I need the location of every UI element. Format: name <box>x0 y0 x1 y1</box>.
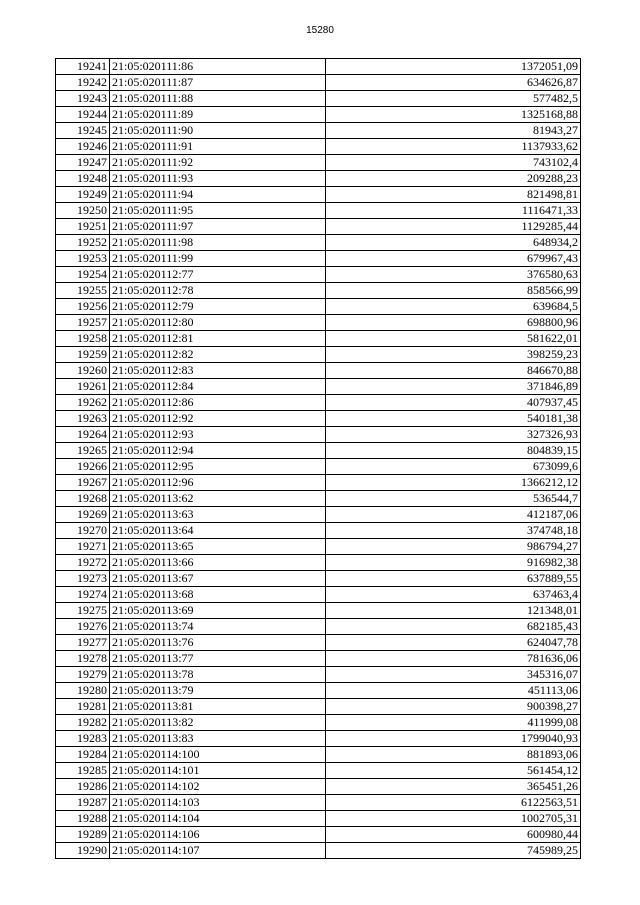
table-row <box>56 459 581 475</box>
row-number-cell: 19280 <box>56 683 110 699</box>
cadastral-number-cell: 21:05:020112:81 <box>110 331 326 347</box>
row-number-cell: 19286 <box>56 779 110 795</box>
table-row <box>56 571 581 587</box>
table-row <box>56 299 581 315</box>
row-number-cell: 19245 <box>56 123 110 139</box>
cadastral-number-cell: 21:05:020113:66 <box>110 555 326 571</box>
value-cell: 986794,27 <box>326 539 581 555</box>
value-cell: 81943,27 <box>326 123 581 139</box>
table-row <box>56 75 581 91</box>
row-number-cell: 19275 <box>56 603 110 619</box>
cadastral-number-cell: 21:05:020113:68 <box>110 587 326 603</box>
row-number-cell: 19244 <box>56 107 110 123</box>
cadastral-number-cell: 21:05:020113:82 <box>110 715 326 731</box>
cadastral-number-cell: 21:05:020113:76 <box>110 635 326 651</box>
table-row <box>56 811 581 827</box>
table-row <box>56 283 581 299</box>
row-number-cell: 19269 <box>56 507 110 523</box>
cadastral-number-cell: 21:05:020113:81 <box>110 699 326 715</box>
cadastral-number-cell: 21:05:020112:95 <box>110 459 326 475</box>
table-row <box>56 491 581 507</box>
table-row <box>56 331 581 347</box>
value-cell: 639684,5 <box>326 299 581 315</box>
cadastral-number-cell: 21:05:020113:79 <box>110 683 326 699</box>
cadastral-number-cell: 21:05:020113:74 <box>110 619 326 635</box>
value-cell: 451113,06 <box>326 683 581 699</box>
table-row <box>56 427 581 443</box>
table-row <box>56 635 581 651</box>
table-row <box>56 827 581 843</box>
row-number-cell: 19248 <box>56 171 110 187</box>
cadastral-number-cell: 21:05:020112:82 <box>110 347 326 363</box>
value-cell: 673099,6 <box>326 459 581 475</box>
table-row <box>56 651 581 667</box>
table-row <box>56 523 581 539</box>
value-cell: 600980,44 <box>326 827 581 843</box>
value-cell: 1137933,62 <box>326 139 581 155</box>
table-row <box>56 363 581 379</box>
table-row <box>56 539 581 555</box>
cadastral-number-cell: 21:05:020112:84 <box>110 379 326 395</box>
table-row <box>56 203 581 219</box>
value-cell: 561454,12 <box>326 763 581 779</box>
cadastral-number-cell: 21:05:020111:93 <box>110 171 326 187</box>
value-cell: 804839,15 <box>326 443 581 459</box>
table-row <box>56 347 581 363</box>
value-cell: 900398,27 <box>326 699 581 715</box>
cadastral-number-cell: 21:05:020112:86 <box>110 395 326 411</box>
row-number-cell: 19281 <box>56 699 110 715</box>
row-number-cell: 19289 <box>56 827 110 843</box>
table-row <box>56 667 581 683</box>
cadastral-number-cell: 21:05:020112:80 <box>110 315 326 331</box>
row-number-cell: 19263 <box>56 411 110 427</box>
value-cell: 376580,63 <box>326 267 581 283</box>
row-number-cell: 19262 <box>56 395 110 411</box>
row-number-cell: 19251 <box>56 219 110 235</box>
table-row <box>56 171 581 187</box>
row-number-cell: 19267 <box>56 475 110 491</box>
row-number-cell: 19265 <box>56 443 110 459</box>
row-number-cell: 19252 <box>56 235 110 251</box>
cadastral-number-cell: 21:05:020114:103 <box>110 795 326 811</box>
cadastral-number-cell: 21:05:020111:97 <box>110 219 326 235</box>
table-row <box>56 795 581 811</box>
table-row <box>56 235 581 251</box>
value-cell: 1372051,09 <box>326 59 581 75</box>
row-number-cell: 19256 <box>56 299 110 315</box>
value-cell: 637889,55 <box>326 571 581 587</box>
value-cell: 327326,93 <box>326 427 581 443</box>
cadastral-number-cell: 21:05:020111:98 <box>110 235 326 251</box>
value-cell: 624047,78 <box>326 635 581 651</box>
cadastral-number-cell: 21:05:020114:107 <box>110 843 326 859</box>
value-cell: 209288,23 <box>326 171 581 187</box>
value-cell: 858566,99 <box>326 283 581 299</box>
table-row <box>56 395 581 411</box>
cadastral-number-cell: 21:05:020112:83 <box>110 363 326 379</box>
cadastral-number-cell: 21:05:020111:94 <box>110 187 326 203</box>
row-number-cell: 19274 <box>56 587 110 603</box>
table-row <box>56 507 581 523</box>
table-row <box>56 315 581 331</box>
cadastral-number-cell: 21:05:020112:78 <box>110 283 326 299</box>
value-cell: 411999,08 <box>326 715 581 731</box>
cadastral-number-cell: 21:05:020113:78 <box>110 667 326 683</box>
cadastral-number-cell: 21:05:020111:91 <box>110 139 326 155</box>
table-row <box>56 411 581 427</box>
row-number-cell: 19250 <box>56 203 110 219</box>
cadastral-number-cell: 21:05:020111:88 <box>110 91 326 107</box>
cadastral-number-cell: 21:05:020113:83 <box>110 731 326 747</box>
value-cell: 121348,01 <box>326 603 581 619</box>
value-cell: 6122563,51 <box>326 795 581 811</box>
registry-table <box>55 58 581 859</box>
cadastral-number-cell: 21:05:020113:69 <box>110 603 326 619</box>
table-row <box>56 619 581 635</box>
row-number-cell: 19253 <box>56 251 110 267</box>
row-number-cell: 19270 <box>56 523 110 539</box>
table-row <box>56 475 581 491</box>
registry-table-body <box>56 59 581 859</box>
cadastral-number-cell: 21:05:020113:65 <box>110 539 326 555</box>
value-cell: 916982,38 <box>326 555 581 571</box>
value-cell: 374748,18 <box>326 523 581 539</box>
value-cell: 679967,43 <box>326 251 581 267</box>
value-cell: 781636,06 <box>326 651 581 667</box>
row-number-cell: 19277 <box>56 635 110 651</box>
cadastral-number-cell: 21:05:020114:104 <box>110 811 326 827</box>
value-cell: 577482,5 <box>326 91 581 107</box>
cadastral-number-cell: 21:05:020112:92 <box>110 411 326 427</box>
row-number-cell: 19279 <box>56 667 110 683</box>
value-cell: 846670,88 <box>326 363 581 379</box>
cadastral-number-cell: 21:05:020114:102 <box>110 779 326 795</box>
table-row <box>56 443 581 459</box>
cadastral-number-cell: 21:05:020112:96 <box>110 475 326 491</box>
table-row <box>56 267 581 283</box>
row-number-cell: 19271 <box>56 539 110 555</box>
row-number-cell: 19266 <box>56 459 110 475</box>
row-number-cell: 19282 <box>56 715 110 731</box>
table-row <box>56 715 581 731</box>
row-number-cell: 19246 <box>56 139 110 155</box>
table-row <box>56 59 581 75</box>
table-row <box>56 379 581 395</box>
table-row <box>56 107 581 123</box>
value-cell: 745989,25 <box>326 843 581 859</box>
row-number-cell: 19260 <box>56 363 110 379</box>
row-number-cell: 19264 <box>56 427 110 443</box>
row-number-cell: 19288 <box>56 811 110 827</box>
value-cell: 1116471,33 <box>326 203 581 219</box>
cadastral-number-cell: 21:05:020114:106 <box>110 827 326 843</box>
table-row <box>56 251 581 267</box>
value-cell: 637463,4 <box>326 587 581 603</box>
table-row <box>56 763 581 779</box>
table-row <box>56 139 581 155</box>
row-number-cell: 19268 <box>56 491 110 507</box>
table-row <box>56 683 581 699</box>
value-cell: 371846,89 <box>326 379 581 395</box>
row-number-cell: 19261 <box>56 379 110 395</box>
table-row <box>56 747 581 763</box>
row-number-cell: 19278 <box>56 651 110 667</box>
value-cell: 412187,06 <box>326 507 581 523</box>
value-cell: 682185,43 <box>326 619 581 635</box>
row-number-cell: 19285 <box>56 763 110 779</box>
cadastral-number-cell: 21:05:020112:77 <box>110 267 326 283</box>
value-cell: 581622,01 <box>326 331 581 347</box>
cadastral-number-cell: 21:05:020113:64 <box>110 523 326 539</box>
cadastral-number-cell: 21:05:020113:77 <box>110 651 326 667</box>
row-number-cell: 19249 <box>56 187 110 203</box>
value-cell: 1366212,12 <box>326 475 581 491</box>
table-row <box>56 155 581 171</box>
table-row <box>56 699 581 715</box>
cadastral-number-cell: 21:05:020113:63 <box>110 507 326 523</box>
value-cell: 1129285,44 <box>326 219 581 235</box>
row-number-cell: 19255 <box>56 283 110 299</box>
cadastral-number-cell: 21:05:020111:90 <box>110 123 326 139</box>
table-row <box>56 731 581 747</box>
cadastral-number-cell: 21:05:020111:86 <box>110 59 326 75</box>
cadastral-number-cell: 21:05:020114:101 <box>110 763 326 779</box>
value-cell: 698800,96 <box>326 315 581 331</box>
cadastral-number-cell: 21:05:020112:93 <box>110 427 326 443</box>
table-row <box>56 187 581 203</box>
cadastral-number-cell: 21:05:020112:79 <box>110 299 326 315</box>
value-cell: 365451,26 <box>326 779 581 795</box>
row-number-cell: 19241 <box>56 59 110 75</box>
table-row <box>56 123 581 139</box>
cadastral-number-cell: 21:05:020111:99 <box>110 251 326 267</box>
value-cell: 821498,81 <box>326 187 581 203</box>
row-number-cell: 19290 <box>56 843 110 859</box>
row-number-cell: 19259 <box>56 347 110 363</box>
value-cell: 1325168,88 <box>326 107 581 123</box>
page-number: 15280 <box>306 25 334 36</box>
value-cell: 407937,45 <box>326 395 581 411</box>
row-number-cell: 19258 <box>56 331 110 347</box>
row-number-cell: 19243 <box>56 91 110 107</box>
cadastral-number-cell: 21:05:020113:67 <box>110 571 326 587</box>
table-row <box>56 843 581 859</box>
table-row <box>56 219 581 235</box>
value-cell: 1002705,31 <box>326 811 581 827</box>
value-cell: 1799040,93 <box>326 731 581 747</box>
table-row <box>56 555 581 571</box>
row-number-cell: 19276 <box>56 619 110 635</box>
cadastral-number-cell: 21:05:020113:62 <box>110 491 326 507</box>
row-number-cell: 19284 <box>56 747 110 763</box>
row-number-cell: 19254 <box>56 267 110 283</box>
cadastral-number-cell: 21:05:020111:92 <box>110 155 326 171</box>
cadastral-number-cell: 21:05:020111:89 <box>110 107 326 123</box>
value-cell: 634626,87 <box>326 75 581 91</box>
table-row <box>56 779 581 795</box>
table-row <box>56 603 581 619</box>
value-cell: 881893,06 <box>326 747 581 763</box>
value-cell: 743102,4 <box>326 155 581 171</box>
row-number-cell: 19242 <box>56 75 110 91</box>
cadastral-number-cell: 21:05:020111:95 <box>110 203 326 219</box>
value-cell: 536544,7 <box>326 491 581 507</box>
row-number-cell: 19272 <box>56 555 110 571</box>
cadastral-number-cell: 21:05:020111:87 <box>110 75 326 91</box>
cadastral-number-cell: 21:05:020112:94 <box>110 443 326 459</box>
table-row <box>56 91 581 107</box>
table-row <box>56 587 581 603</box>
row-number-cell: 19287 <box>56 795 110 811</box>
value-cell: 345316,07 <box>326 667 581 683</box>
row-number-cell: 19273 <box>56 571 110 587</box>
row-number-cell: 19283 <box>56 731 110 747</box>
value-cell: 398259,23 <box>326 347 581 363</box>
value-cell: 648934,2 <box>326 235 581 251</box>
cadastral-number-cell: 21:05:020114:100 <box>110 747 326 763</box>
value-cell: 540181,38 <box>326 411 581 427</box>
row-number-cell: 19257 <box>56 315 110 331</box>
row-number-cell: 19247 <box>56 155 110 171</box>
